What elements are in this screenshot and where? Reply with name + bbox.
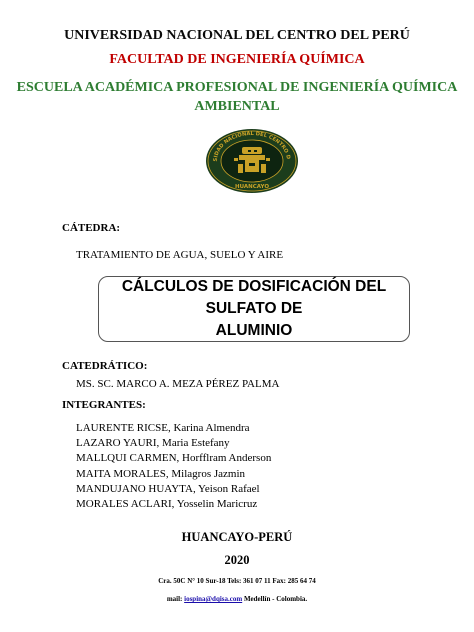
list-item: MAITA MORALES, Milagros Jazmin: [76, 467, 246, 480]
title-line1: CÁLCULOS DE DOSIFICACIÓN DEL SULFATO DE: [121, 278, 387, 317]
year: 2020: [224, 553, 250, 567]
list-item: MALLQUI CARMEN, Horfflram Anderson: [76, 452, 272, 465]
school-name-line2: AMBIENTAL: [194, 99, 280, 114]
catedra-value: TRATAMIENTO DE AGUA, SUELO Y AIRE: [76, 249, 284, 261]
mail-line: [0, 595, 474, 603]
university-seal-icon: [205, 128, 299, 194]
title-box: [98, 276, 410, 342]
university-logo: [205, 128, 299, 194]
list-item: LAURENTE RICSE, Karina Almendra: [76, 422, 250, 434]
mail-prefix: mail:: [166, 595, 183, 603]
mail-suffix: Medellín - Colombia.: [243, 595, 308, 603]
mail-link[interactable]: iospina@dqisa.com: [184, 595, 243, 603]
catedratico-label: CATEDRÁTICO:: [62, 360, 148, 372]
logo-ring-text: SIDAD NACIONAL DEL CENTRO D: [212, 130, 291, 162]
school-name-line1: ESCUELA ACADÉMICA PROFESIONAL DE INGENIERÍA QUÍMICA: [16, 80, 458, 95]
logo-bottom-text: HUANCAYO: [235, 184, 269, 190]
city: HUANCAYO-PERÚ: [181, 530, 293, 544]
list-item: LAZARO YAURI, Maria Estefany: [76, 437, 230, 450]
list-item: MORALES ACLARI, Yosselin Maricruz: [76, 498, 258, 511]
university-name: UNIVERSIDAD NACIONAL DEL CENTRO DEL PERÚ: [64, 28, 410, 43]
catedratico-value: MS. SC. MARCO A. MEZA PÉREZ PALMA: [76, 378, 280, 390]
faculty-name: FACULTAD DE INGENIERÍA QUÍMICA: [109, 52, 365, 67]
school-name: [0, 78, 474, 116]
catedra-label: CÁTEDRA:: [62, 222, 121, 234]
integrantes-label: INTEGRANTES:: [62, 399, 146, 411]
address: Cra. 50C N° 10 Sur-18 Tels: 361 07 11 Fax: 285 64 74: [158, 577, 316, 585]
title-line2: ALUMINIO: [215, 322, 293, 339]
list-item: MANDUJANO HUAYTA, Yeison Rafael: [76, 482, 260, 495]
members-list: [76, 421, 271, 512]
